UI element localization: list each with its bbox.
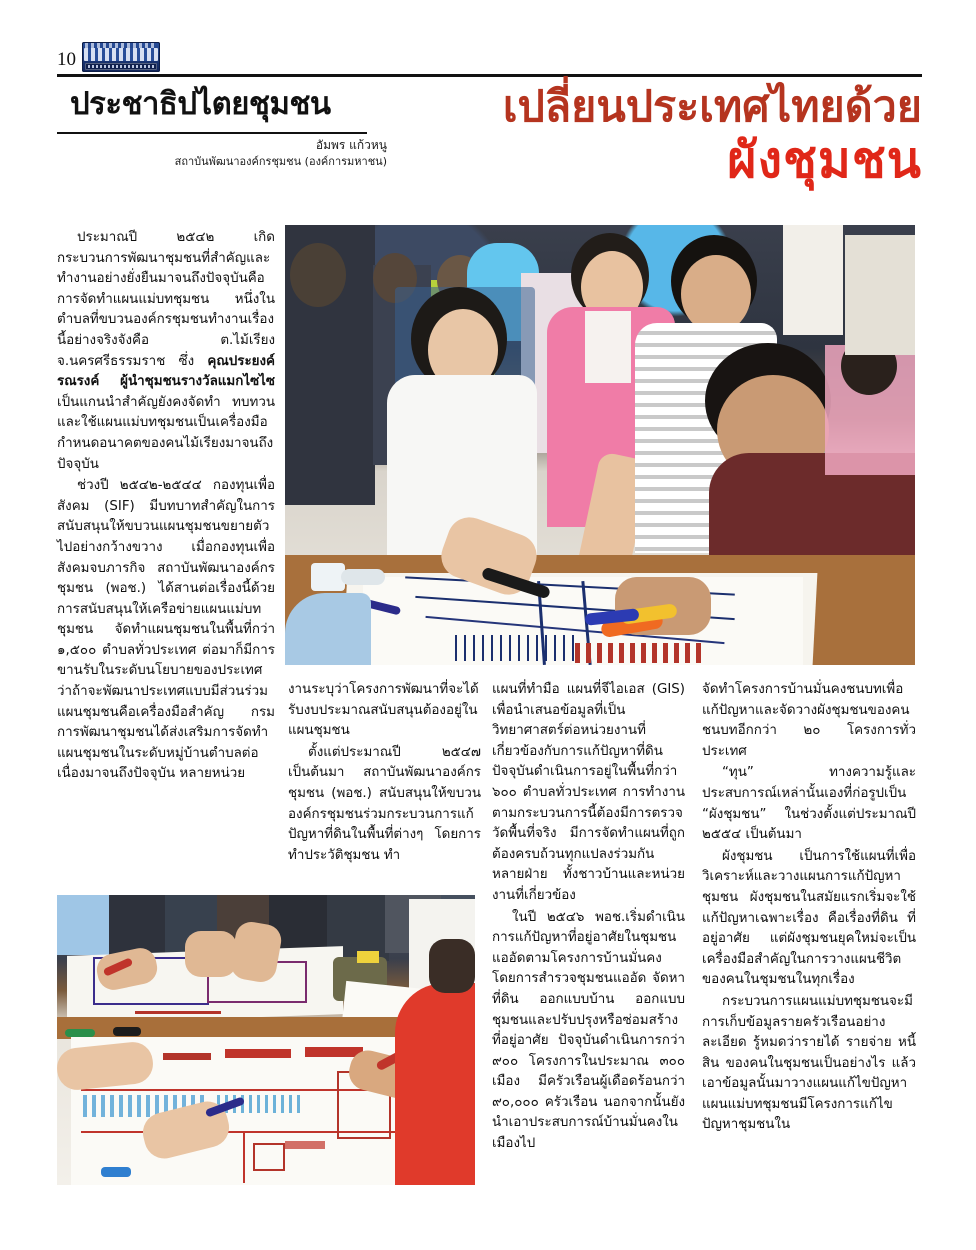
masthead-rule: [57, 74, 922, 77]
headline-line-1: เปลี่ยนประเทศไทยด้วย: [502, 82, 922, 132]
paragraph: [57, 228, 275, 475]
headline-line-2: ผังชุมชน: [727, 131, 922, 189]
byline-author: อัมพร แก้วหนู: [315, 138, 387, 152]
col4-para-1: จัดทำโครงการบ้านมั่นคงชนบทเพื่อแก้ปัญหาและจัดวางผังชุมชนของคนชนบทอีกกว่า ๒๐ โครงการทั่วประเทศ: [702, 682, 916, 759]
article-headline: [430, 82, 922, 189]
body-column-4: [702, 680, 916, 1136]
body-column-1: [57, 228, 275, 785]
col3-para-2: ในปี ๒๕๔๖ พอช.เริ่มดำเนินการแก้ปัญหาที่อยู่อาศัยในชุมชนแออัดตามโครงการบ้านมั่นคง โดยการสำรวจชุมชนแออัด จัดหาที่ดิน ออกแบบบ้าน ออกแบบชุมชนและปรับปรุงหรือซ่อมสร้างที่อยู่อาศัย ปัจจุบันดำเนินการกว่า ๙๐๐ โครงการในประมาณ ๓๐๐ เมือง มีครัวเรือนผู้เดือดร้อนกว่า ๙๐,๐๐๐ ครัวเรือน นอกจากนั้นยังนำเอาประสบการณ์บ้านมั่นคงในเมืองไป: [492, 909, 685, 1152]
col1-bold-1: คุณประยงค์ รณรงค์ ผู้นำชุมชนรางวัลแมกไซไซ: [57, 353, 275, 390]
col1-para-3: ช่วงปี ๒๕๔๒-๒๕๔๔ กองทุนเพื่อสังคม (SIF) มีบทบาทสำคัญในการสนับสนุนให้ขบวนแผนชุมชนขยายตัวไปอย่างกว้างขวาง เมื่อกองทุนเพื่อสังคมจบภารกิจ สถาบันพัฒนาองค์กรชุมชน (พอช.) ได้สานต่อเรื่องนี้ด้วยการสนับสนุนให้เครือข่ายแผนแม่บทชุมชน จัดทำแผนชุมชนในพื้นที่กว่า ๑,๕๐๐ ตำบลทั่วประเทศ ต่อมาก็มีการขานรับในระดับนโยบายของประเทศว่าถ้าจะพัฒนาประเทศแบบมีส่วนร่วมแผนชุมชนคือเครื่องมือสำคัญ กรมการพัฒนาชุมชนได้ส่งเสริมการจัดทำแผนชุมชนในระดับหมู่บ้านตำบลต่อเนื่องมาจนถึงปัจจุบัน หลายหน่วย: [57, 478, 275, 782]
col1-para-2: เป็นแกนนำสำคัญยังคงจัดทำ ทบทวนและใช้แผนแม่บทชุมชนเป็นเครื่องมือกำหนดอนาคตของคนไม้เรียงมาจนถึงปัจจุบัน: [57, 394, 275, 472]
section-title-rule: [57, 132, 367, 134]
body-column-2: [288, 680, 481, 866]
paragraph: [702, 992, 916, 1136]
body-column-3: [492, 680, 685, 1155]
paragraph: [288, 743, 481, 867]
byline: [57, 137, 387, 170]
paragraph: [492, 908, 685, 1155]
col2-para-2: ตั้งแต่ประมาณปี ๒๕๔๗ เป็นต้นมา สถาบันพัฒนาองค์กรชุมชน (พอช.) สนับสนุนให้ขบวนองค์กรชุมชนร่วมกระบวนการแก้ปัญหาที่ดินในพื้นที่ต่างๆ โดยการทำประวัติชุมชน ทำ: [288, 744, 481, 863]
byline-affiliation: สถาบันพัฒนาองค์กรชุมชน (องค์การมหาชน): [174, 155, 387, 169]
col4-para-3: ผังชุมชน เป็นการใช้แผนที่เพื่อวิเคราะห์และวางแผนการแก้ปัญหาชุมชน ผังชุมชนในสมัยแรกเริ่มจะใช้แก้ปัญหาเฉพาะเรื่อง คือเรื่องที่ดิน ที่อยู่อาศัย แต่ผังชุมชนยุคใหม่จะเป็นเครื่องมือสำคัญในการวางแผนชีวิตของคนในชุมชนในทุกเรื่อง: [702, 848, 916, 988]
col3-para-1: แผนที่ทำมือ แผนที่จีไอเอส (GIS) เพื่อนำเสนอข้อมูลที่เป็นวิทยาศาสตร์ต่อหน่วยงานที่เกี่ยวข้องกับการแก้ปัญหาที่ดิน ปัจจุบันดำเนินการอยู่ในพื้นที่กว่า ๖๐๐ ตำบลทั่วประเทศ การทำงานตามกระบวนการนี้ต้องมีการตรวจวัดพื้นที่จริง มีการจัดทำแผนที่ถูกต้องครบถ้วนทุกแปลงร่วมกันหลายฝ่าย ทั้งชาวบ้านและหน่วยงานที่เกี่ยวข้อง: [492, 682, 685, 903]
main-photo: [285, 225, 915, 665]
paragraph: [492, 680, 685, 907]
col4-para-2: “ทุน” ทางความรู้และประสบการณ์เหล่านั้นเองที่ก่อรูปเป็น “ผังชุมชน” ในช่วงตั้งแต่ประมาณปี ๒๕๕๔ เป็นต้นมา: [702, 765, 916, 843]
secondary-photo: [57, 895, 475, 1185]
paragraph: [702, 680, 916, 762]
paragraph: [57, 476, 275, 785]
col4-para-4: กระบวนการแผนแม่บทชุมชนจะมีการเก็บข้อมูลรายครัวเรือนอย่างละเอียด รู้หมดว่ารายได้ รายจ่าย หนี้สิน ของคนในชุมชนเป็นอย่างไร แล้วเอาข้อมูลนั้นมาวางแผนแก้ไขปัญหา แผนแม่บทชุมชนมีโครงการแก้ไขปัญหาชุมชนใน: [702, 993, 916, 1133]
newspaper-logo-icon: [82, 42, 160, 72]
masthead: [57, 38, 922, 72]
col1-para-1: ประมาณปี ๒๕๔๒ เกิดกระบวนการพัฒนาชุมชนที่สำคัญและทำงานอย่างยั่งยืนมาจนถึงปัจจุบันคือการจัดทำแผนแม่บทชุมชน หนึ่งในตำบลที่ขบวนองค์กรชุมชนทำงานเรื่องนี้อย่างจริงจังคือ ต.ไม้เรียง จ.นครศรีธรรมราช ซึ่ง: [57, 230, 275, 369]
page-number: 10: [57, 49, 76, 70]
col2-para-1: งานระบุว่าโครงการพัฒนาที่จะได้รับงบประมาณสนับสนุนต้องอยู่ในแผนชุมชน: [288, 682, 479, 739]
section-title: ประชาธิปไตยชุมชน: [70, 86, 331, 122]
paragraph: [288, 680, 481, 742]
paragraph: [702, 847, 916, 991]
paragraph: [702, 763, 916, 845]
